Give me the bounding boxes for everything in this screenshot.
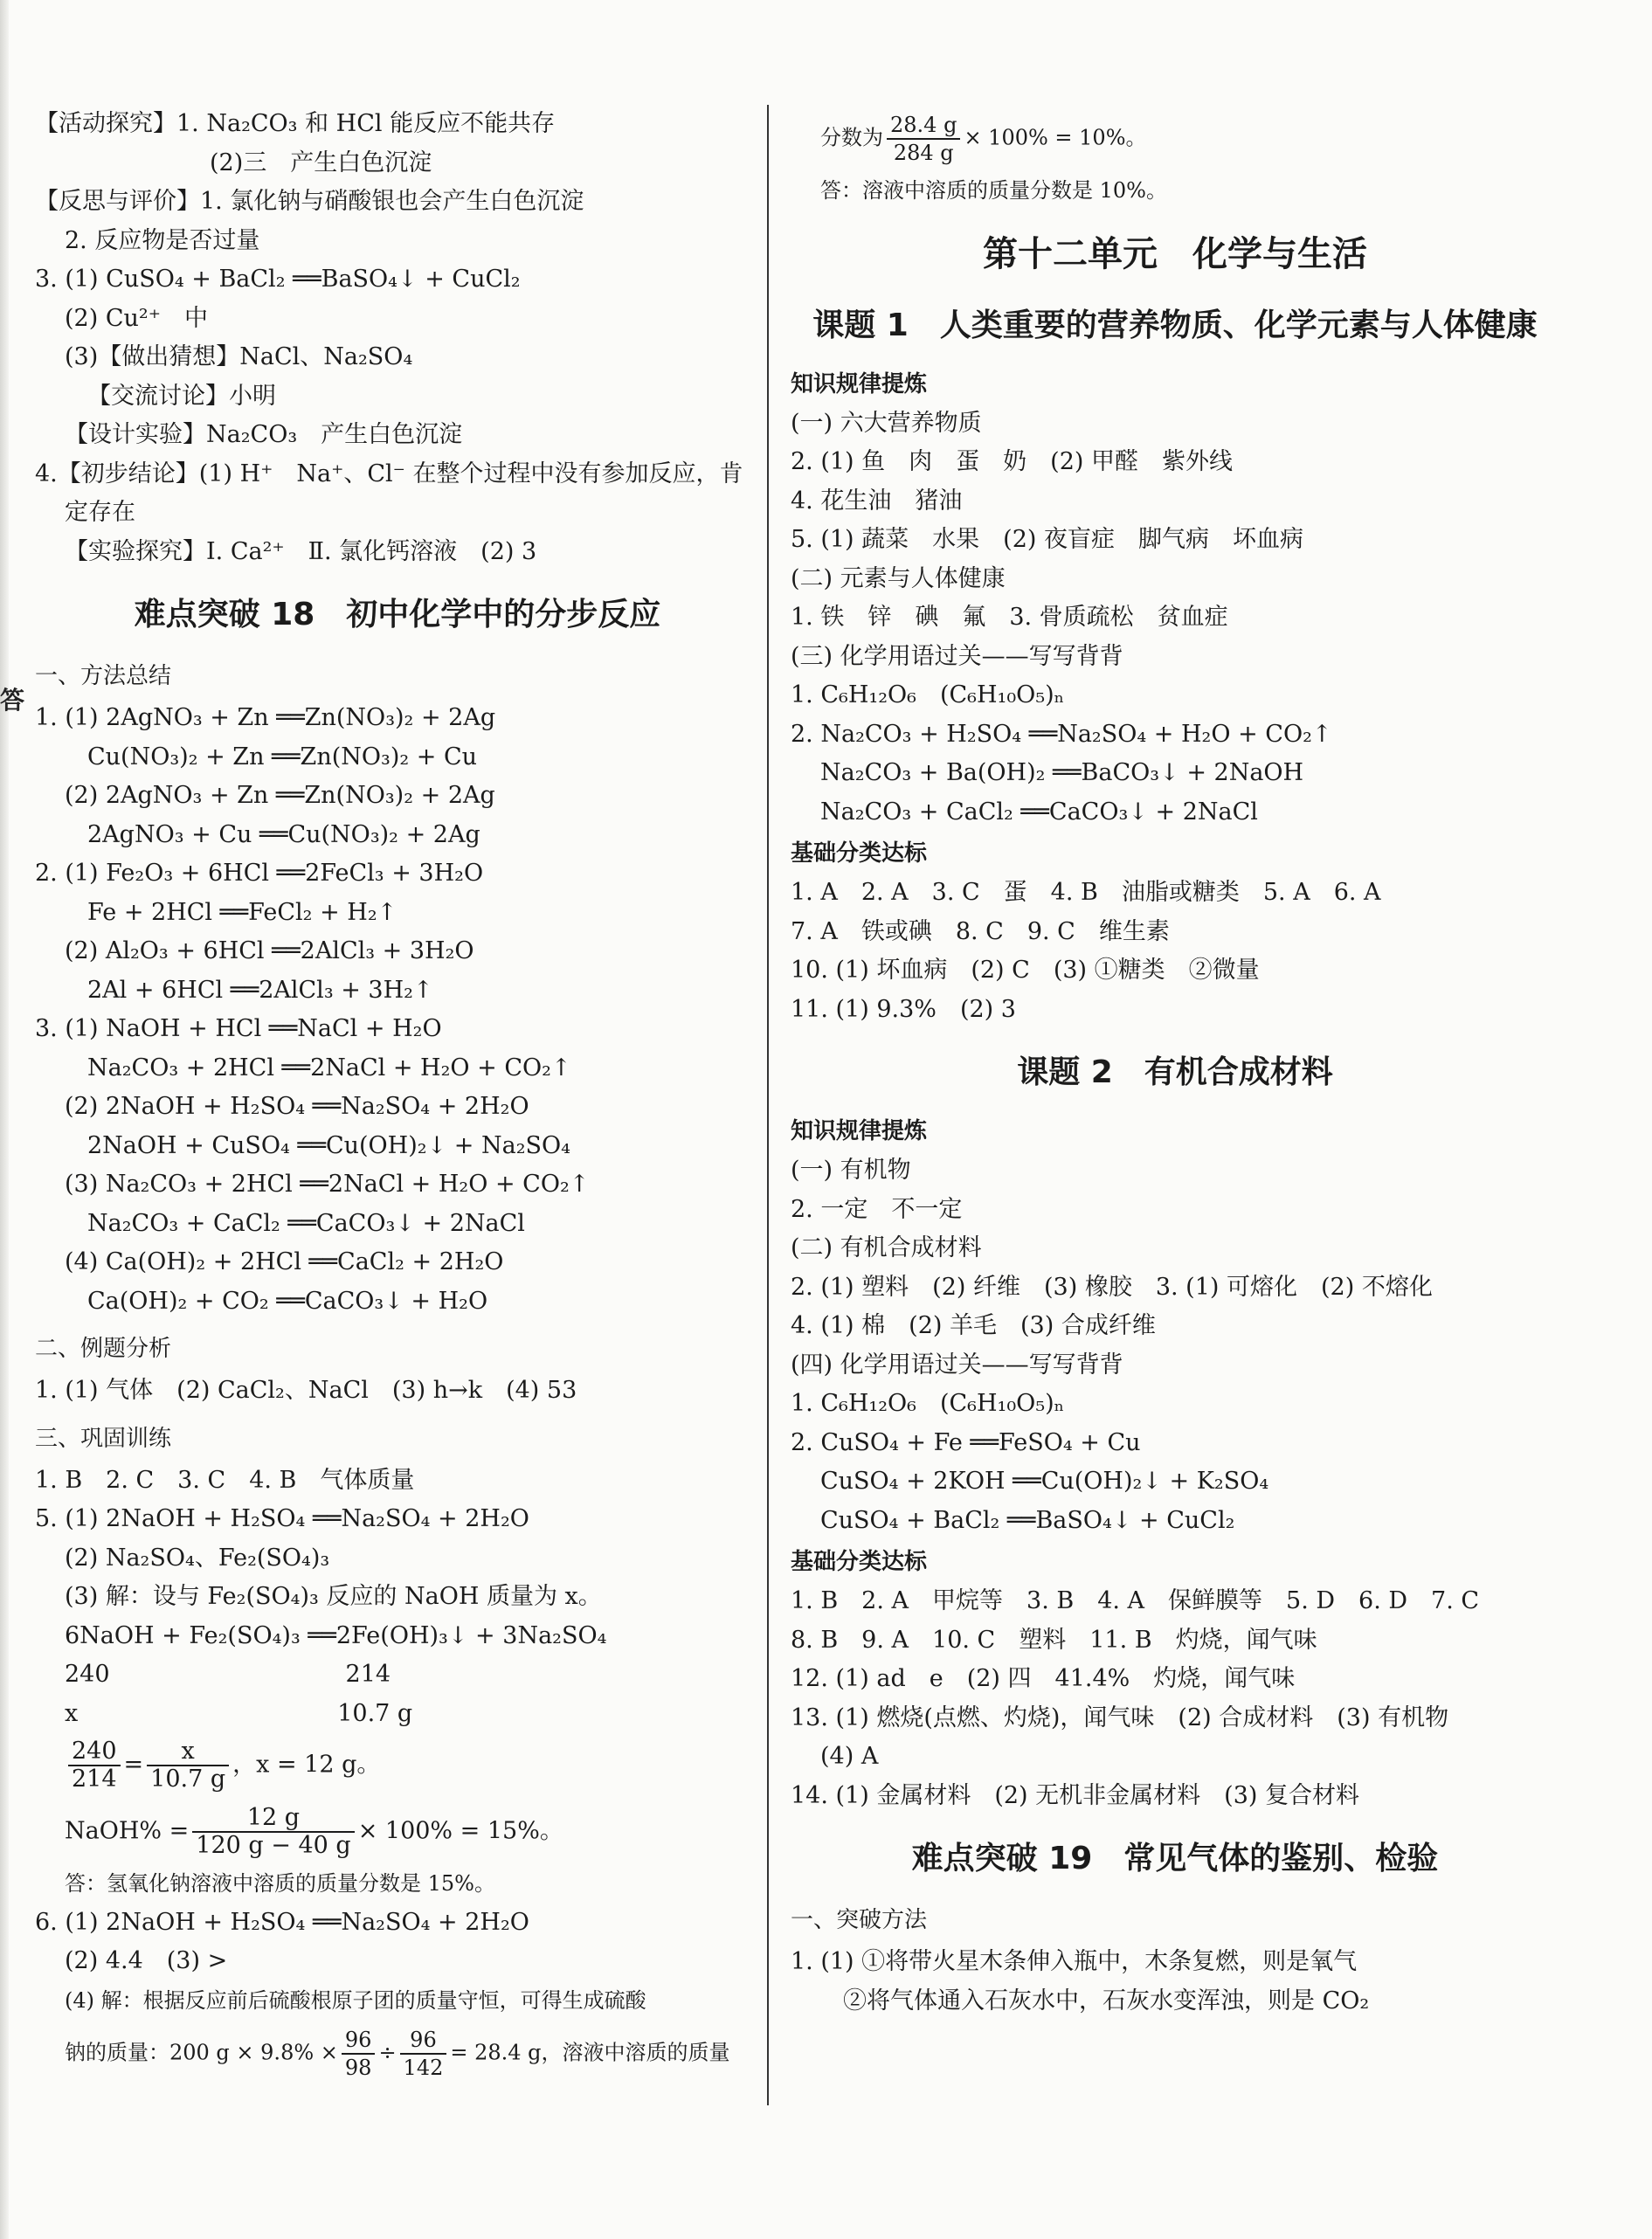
text-line: 6NaOH + Fe₂(SO₄)₃ ══2Fe(OH)₃↓ + 3Na₂SO₄ xyxy=(65,1621,607,1649)
text-line: 定存在 xyxy=(65,499,135,526)
text-line: (2) 2NaOH + H₂SO₄ ══Na₂SO₄ + 2H₂O xyxy=(65,1093,529,1120)
text-line: 2. Na₂CO₃ + H₂SO₄ ══Na₂SO₄ + H₂O + CO₂↑ xyxy=(791,720,1332,748)
sodium-sulfate-mass-equation xyxy=(35,2027,760,2081)
text-line: 1. B 2. C 3. C 4. B 气体质量 xyxy=(35,1466,415,1494)
text-line: 13. (1) 燃烧(点燃、灼烧)，闻气味 (2) 合成材料 (3) 有机物 xyxy=(791,1703,1449,1731)
page-binding-edge xyxy=(0,0,9,2239)
text-line: (2)三 产生白色沉淀 xyxy=(210,149,432,176)
text-line: 4. 花生油 猪油 xyxy=(791,487,963,515)
part-heading: 二、例题分析 xyxy=(35,1336,172,1362)
proportion-equation xyxy=(35,1738,760,1793)
text-line: 1. A 2. A 3. C 蛋 4. B 油脂或糖类 5. A 6. A xyxy=(791,879,1381,906)
text-line: 3. (1) CuSO₄ + BaCl₂ ══BaSO₄↓ + CuCl₂ xyxy=(35,266,521,293)
text-line: (4) 解：根据反应前后硫酸根原子团的质量守恒，可得生成硫酸 xyxy=(65,1987,646,2013)
part-heading: 三、巩固训练 xyxy=(35,1425,172,1452)
text-line: (二) 有机合成材料 xyxy=(791,1234,982,1261)
text-line: 7. A 铁或碘 8. C 9. C 维生素 xyxy=(791,917,1170,945)
text-line: (二) 元素与人体健康 xyxy=(791,564,1006,592)
text-line: 2. (1) 塑料 (2) 纤维 (3) 橡胶 3. (1) 可熔化 (2) 不熔化 xyxy=(791,1273,1433,1301)
text-line: 2. (1) 鱼 肉 蛋 奶 (2) 甲醛 紫外线 xyxy=(791,448,1233,475)
text-line: 1. (1) ①将带火星木条伸入瓶中，木条复燃，则是氧气 xyxy=(791,1948,1358,1975)
denominator: 214 xyxy=(72,1766,117,1793)
text-line: 1. B 2. A 甲烷等 3. B 4. A 保鲜膜等 5. D 6. D 7. C xyxy=(791,1587,1480,1614)
text-line: (2) Al₂O₃ + 6HCl ══2AlCl₃ + 3H₂O xyxy=(65,937,474,964)
section-title: 课题 2 有机合成材料 xyxy=(1017,1054,1333,1090)
part-heading: 一、突破方法 xyxy=(791,1907,928,1933)
text-line: Na₂CO₃ + CaCl₂ ══CaCO₃↓ + 2NaCl xyxy=(820,798,1258,826)
part-heading: 一、方法总结 xyxy=(35,663,172,689)
text-line: 2Al + 6HCl ══2AlCl₃ + 3H₂↑ xyxy=(87,976,433,1004)
text-line: (三) 化学用语过关——写写背背 xyxy=(791,642,1123,670)
text-line: 答：溶液中溶质的质量分数是 10%。 xyxy=(820,178,1167,203)
text-line: (2) 2AgNO₃ + Zn ══Zn(NO₃)₂ + 2Ag xyxy=(65,782,495,809)
fraction xyxy=(342,2027,376,2081)
text-line: Cu(NO₃)₂ + Zn ══Zn(NO₃)₂ + Cu xyxy=(87,743,478,771)
left-column xyxy=(35,105,760,2086)
text-line: 5. (1) 蔬菜 水果 (2) 夜盲症 脚气病 坏血病 xyxy=(791,526,1303,553)
text-line: (2) Cu²⁺ 中 xyxy=(65,304,208,332)
section-title: 难点突破 18 初中化学中的分步反应 xyxy=(134,597,661,632)
text-line: (2) Na₂SO₄、Fe₂(SO₄)₃ xyxy=(65,1544,330,1572)
text-line: 5. (1) 2NaOH + H₂SO₄ ══Na₂SO₄ + 2H₂O xyxy=(35,1505,529,1532)
subsection-heading: 知识规律提炼 xyxy=(791,1118,928,1144)
text-line: Ca(OH)₂ + CO₂ ══CaCO₃↓ + H₂O xyxy=(87,1287,488,1315)
text-line: (一) 有机物 xyxy=(791,1157,911,1184)
equation-head: 钠的质量：200 g × 9.8% × xyxy=(65,2040,338,2065)
numerator: x xyxy=(147,1738,229,1766)
divide-sign: ÷ xyxy=(378,2040,397,2065)
text-line: (3)【做出猜想】NaCl、Na₂SO₄ xyxy=(65,343,413,370)
unit-title: 第十二单元 化学与生活 xyxy=(983,233,1367,274)
text-line: 1. 铁 锌 碘 氟 3. 骨质疏松 贫血症 xyxy=(791,604,1228,631)
fraction xyxy=(887,112,960,166)
text-line: 6. (1) 2NaOH + H₂SO₄ ══Na₂SO₄ + 2H₂O xyxy=(35,1908,529,1936)
text-line: Na₂CO₃ + Ba(OH)₂ ══BaCO₃↓ + 2NaOH xyxy=(820,759,1304,786)
denominator: 142 xyxy=(403,2056,444,2080)
text-line: 1. C₆H₁₂O₆ (C₆H₁₀O₅)ₙ xyxy=(791,681,1065,708)
numerator: 12 g xyxy=(192,1805,354,1833)
text-line: (4) Ca(OH)₂ + 2HCl ══CaCl₂ + 2H₂O xyxy=(65,1248,504,1275)
text-line: 4. (1) 棉 (2) 羊毛 (3) 合成纤维 xyxy=(791,1312,1156,1339)
text-line: 【实验探究】Ⅰ. Ca²⁺ Ⅱ. 氯化钙溶液 (2) 3 xyxy=(65,537,537,565)
text-line: x 10.7 g xyxy=(65,1699,413,1727)
numerator: 96 xyxy=(342,2027,376,2055)
fraction xyxy=(68,1738,121,1793)
column-divider xyxy=(767,105,769,2105)
text-line: 11. (1) 9.3% (2) 3 xyxy=(791,995,1016,1023)
left-lines xyxy=(35,105,760,1733)
text-line: (3) Na₂CO₃ + 2HCl ══2NaCl + H₂O + CO₂↑ xyxy=(65,1171,590,1198)
text-line: CuSO₄ + BaCl₂ ══BaSO₄↓ + CuCl₂ xyxy=(820,1506,1235,1534)
text-line: (4) A xyxy=(820,1743,879,1770)
text-line: Fe + 2HCl ══FeCl₂ + H₂↑ xyxy=(87,898,397,926)
text-line: 240 214 xyxy=(65,1661,391,1688)
equals-sign: = xyxy=(123,1751,144,1779)
numerator: 96 xyxy=(400,2027,447,2055)
text-line: (2) 4.4 (3) > xyxy=(65,1947,228,1974)
text-line: 1. C₆H₁₂O₆ (C₆H₁₀O₅)ₙ xyxy=(791,1390,1065,1417)
equation-tail: ，x = 12 g。 xyxy=(232,1751,381,1779)
text-line: (3) 解：设与 Fe₂(SO₄)₃ 反应的 NaOH 质量为 x。 xyxy=(65,1583,602,1610)
section-title: 难点突破 19 常见气体的鉴别、检验 xyxy=(911,1841,1439,1876)
fraction xyxy=(192,1805,354,1859)
text-line: 2NaOH + CuSO₄ ══Cu(OH)₂↓ + Na₂SO₄ xyxy=(87,1131,570,1159)
text-line: 1. (1) 气体 (2) CaCl₂、NaCl (3) h→k (4) 53 xyxy=(35,1377,577,1404)
equation-head: 分数为 xyxy=(820,125,883,150)
naoh-percent-equation xyxy=(35,1805,760,1859)
numerator: 240 xyxy=(68,1738,121,1766)
text-line: (四) 化学用语过关——写写背背 xyxy=(791,1351,1123,1379)
text-line: 8. B 9. A 10. C 塑料 11. B 灼烧，闻气味 xyxy=(791,1626,1317,1654)
denominator: 10.7 g xyxy=(150,1766,226,1793)
right-lines xyxy=(791,171,1559,2021)
equation-tail: = 28.4 g，溶液中溶质的质量 xyxy=(450,2040,730,2065)
text-line: 14. (1) 金属材料 (2) 无机非金属材料 (3) 复合材料 xyxy=(791,1781,1360,1809)
numerator: 28.4 g xyxy=(887,112,960,140)
text-line: 2. 反应物是否过量 xyxy=(65,226,260,254)
text-line: 4.【初步结论】(1) H⁺ Na⁺、Cl⁻ 在整个过程中没有参加反应，肯 xyxy=(35,460,743,487)
text-line: ②将气体通入石灰水中，石灰水变浑浊，则是 CO₂ xyxy=(843,1987,1370,2014)
text-line: (一) 六大营养物质 xyxy=(791,409,982,437)
text-line: 2. CuSO₄ + Fe ══FeSO₄ + Cu xyxy=(791,1428,1141,1456)
section-title: 课题 1 人类重要的营养物质、化学元素与人体健康 xyxy=(812,307,1538,343)
text-line: 3. (1) NaOH + HCl ══NaCl + H₂O xyxy=(35,1015,442,1042)
text-line: Na₂CO₃ + 2HCl ══2NaCl + H₂O + CO₂↑ xyxy=(87,1054,571,1081)
text-line: 10. (1) 坏血病 (2) C (3) ①糖类 ②微量 xyxy=(791,957,1260,984)
denominator: 120 g − 40 g xyxy=(196,1832,351,1859)
denominator: 284 g xyxy=(893,141,954,165)
text-line: 2. (1) Fe₂O₃ + 6HCl ══2FeCl₃ + 3H₂O xyxy=(35,860,484,887)
text-line: 2. 一定 不一定 xyxy=(791,1195,963,1223)
text-line: 【反思与评价】1. 氯化钠与硝酸银也会产生白色沉淀 xyxy=(35,188,584,215)
text-line: 【设计实验】Na₂CO₃ 产生白色沉淀 xyxy=(65,421,463,448)
text-line: 1. (1) 2AgNO₃ + Zn ══Zn(NO₃)₂ + 2Ag xyxy=(35,704,496,731)
subsection-heading: 基础分类达标 xyxy=(791,840,928,867)
fraction xyxy=(147,1738,229,1793)
fraction xyxy=(400,2027,447,2081)
text-line: 2AgNO₃ + Cu ══Cu(NO₃)₂ + 2Ag xyxy=(87,820,480,848)
text-line: Na₂CO₃ + CaCl₂ ══CaCO₃↓ + 2NaCl xyxy=(87,1209,525,1237)
mass-fraction-equation xyxy=(791,112,1559,166)
equation-tail: × 100% = 15%。 xyxy=(357,1817,563,1845)
text-line: 12. (1) ad e (2) 四 41.4% 灼烧，闻气味 xyxy=(791,1665,1296,1692)
text-line: CuSO₄ + 2KOH ══Cu(OH)₂↓ + K₂SO₄ xyxy=(820,1468,1269,1495)
equation-head: NaOH% = xyxy=(65,1817,190,1845)
denominator: 98 xyxy=(344,2056,372,2080)
left-tail-lines xyxy=(35,1864,760,2020)
text-line: 【交流讨论】小明 xyxy=(87,382,276,410)
equation-tail: × 100% = 10%。 xyxy=(964,125,1147,150)
text-line: 【活动探究】1. Na₂CO₃ 和 HCl 能反应不能共存 xyxy=(35,110,556,137)
right-column xyxy=(791,105,1559,2021)
subsection-heading: 基础分类达标 xyxy=(791,1549,928,1575)
edge-character: 答 xyxy=(0,686,25,715)
text-line: 答：氢氧化钠溶液中溶质的质量分数是 15%。 xyxy=(65,1871,495,1896)
subsection-heading: 知识规律提炼 xyxy=(791,370,928,397)
